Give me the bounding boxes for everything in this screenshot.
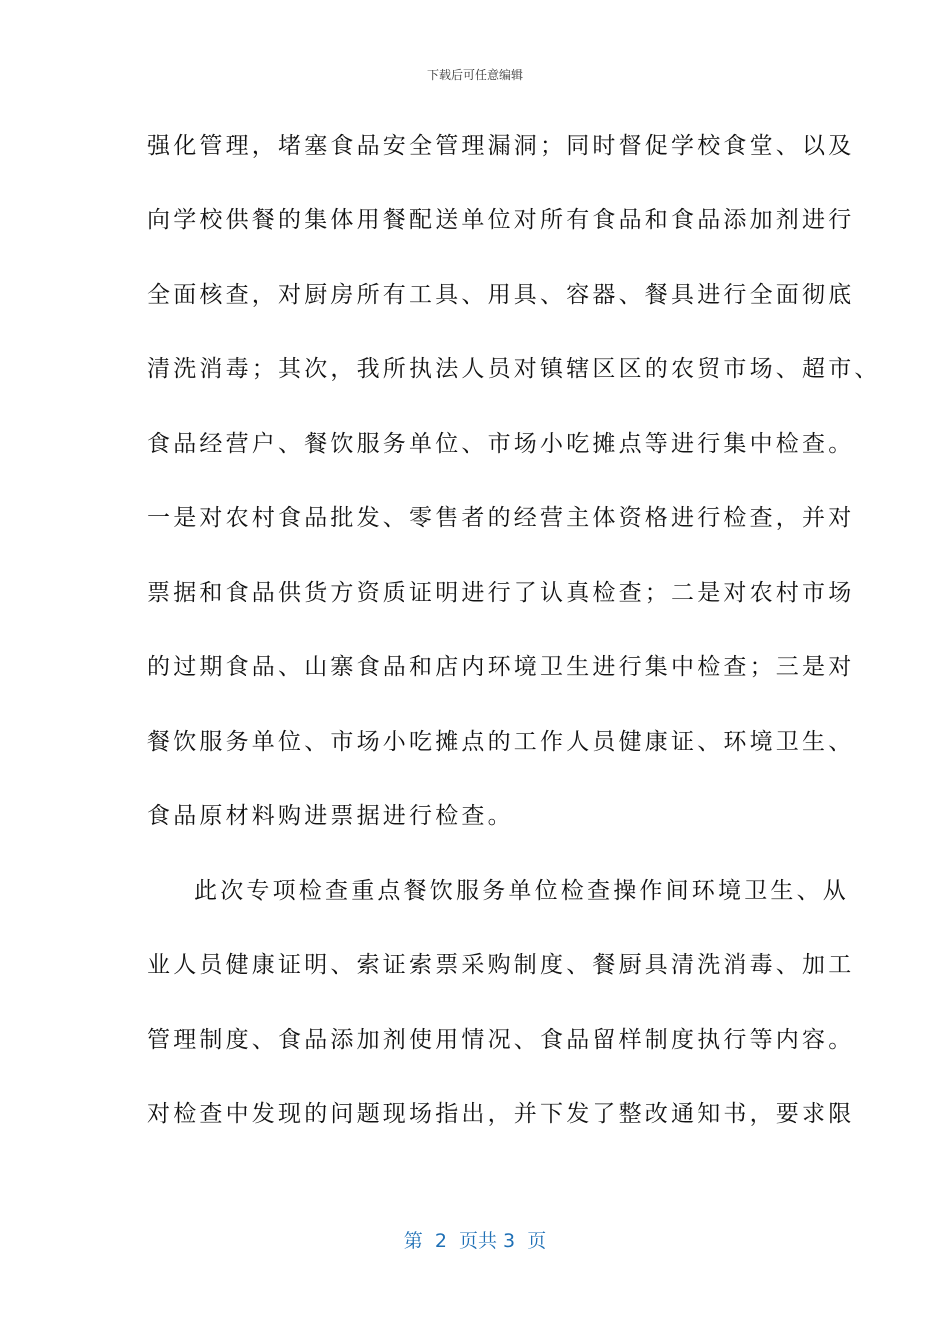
paragraph-1-line-2: 向学校供餐的集体用餐配送单位对所有食品和食品添加剂进行 [147,207,855,233]
paragraph-2-line-2: 业人员健康证明、索证索票采购制度、餐厨具清洗消毒、加工 [147,952,855,978]
paragraph-1-line-10: 食品原材料购进票据进行检查。 [147,803,514,829]
paragraph-2-line-3: 管理制度、食品添加剂使用情况、食品留样制度执行等内容。 [147,1027,855,1053]
paragraph-1-line-4: 清洗消毒；其次，我所执法人员对镇辖区区的农贸市场、超市、 [147,356,881,382]
paragraph-2-line-4: 对检查中发现的问题现场指出，并下发了整改通知书，要求限 [147,1101,855,1127]
paragraph-1-line-3: 全面核查，对厨房所有工具、用具、容器、餐具进行全面彻底 [147,282,855,308]
paragraph-1-line-5: 食品经营户、餐饮服务单位、市场小吃摊点等进行集中检查。 [147,431,855,457]
paragraph-1-line-8: 的过期食品、山寨食品和店内环境卫生进行集中检查；三是对 [147,654,855,680]
paragraph-2-line-1: 此次专项检查重点餐饮服务单位检查操作间环境卫生、从 [194,878,849,904]
page-number-footer: 第 2 页共 3 页 [403,1230,547,1252]
header-note: 下载后可任意编辑 [426,68,523,82]
paragraph-1-line-6: 一是对农村食品批发、零售者的经营主体资格进行检查，并对 [147,505,855,531]
paragraph-1-line-7: 票据和食品供货方资质证明进行了认真检查；二是对农村市场 [147,580,855,606]
paragraph-1-line-9: 餐饮服务单位、市场小吃摊点的工作人员健康证、环境卫生、 [147,729,855,755]
paragraph-1-line-1: 强化管理，堵塞食品安全管理漏洞；同时督促学校食堂、以及 [147,133,855,159]
